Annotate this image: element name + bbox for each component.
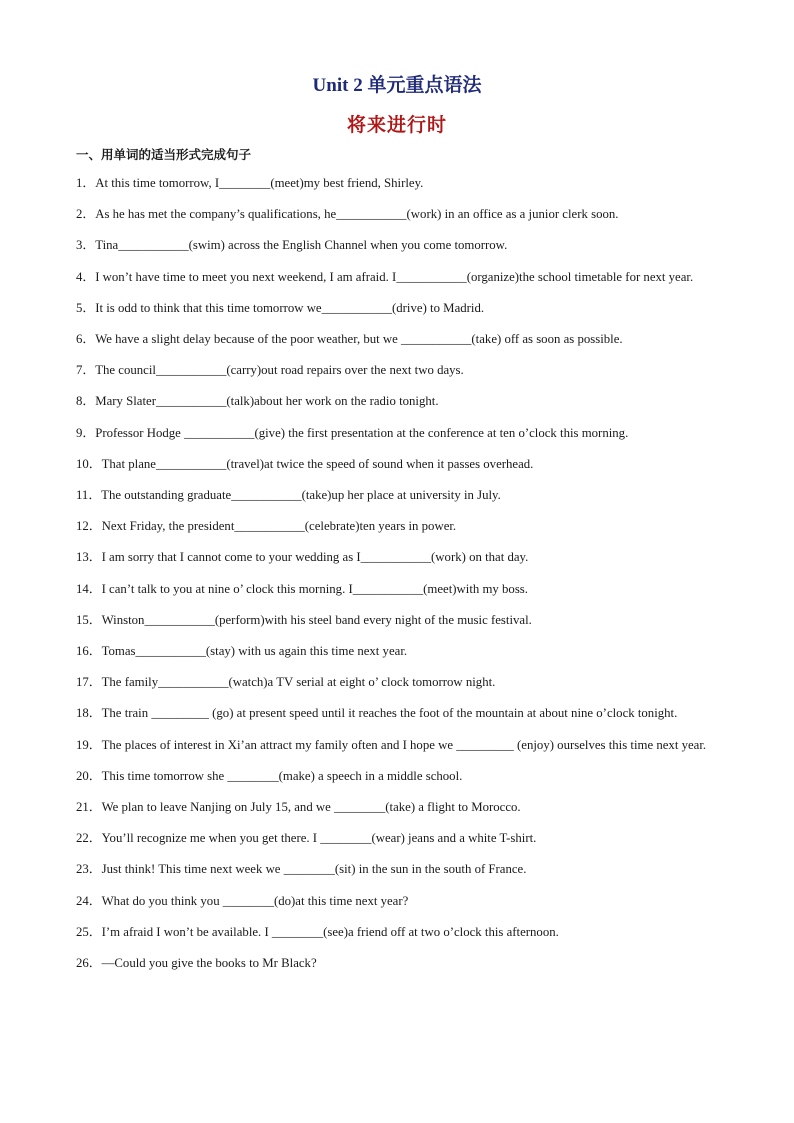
answer-blank[interactable]: ___________ — [155, 456, 227, 471]
question-item — [76, 854, 716, 885]
question-text-before: At this time tomorrow, I — [95, 176, 220, 190]
answer-blank[interactable]: ________ — [334, 800, 386, 815]
question-item — [76, 667, 716, 698]
question-text-after: (work) in an office as a junior clerk soon. — [406, 207, 619, 222]
question-number: 3． — [76, 238, 96, 253]
question-text-before: We plan to leave Nanjing on July 15, and we — [101, 800, 335, 815]
question-number: 20． — [76, 768, 102, 783]
question-number: 21． — [76, 800, 102, 815]
question-text-before: I am sorry that I cannot come to your wedding as I — [101, 550, 361, 565]
page-subtitle: 将来进行时 — [346, 114, 447, 136]
question-item — [76, 262, 716, 293]
answer-blank[interactable]: _________ — [456, 737, 514, 752]
question-text-before: It is odd to think that this time tomorrow we — [95, 300, 322, 315]
question-text-after: (wear) jeans and a white T-shirt. — [371, 831, 537, 846]
question-number: 4． — [76, 269, 96, 284]
question-number: 14． — [76, 581, 102, 596]
question-item — [76, 698, 716, 729]
question-item — [76, 449, 716, 480]
question-text-after: (talk)about her work on the radio tonight. — [226, 394, 439, 409]
answer-blank[interactable]: ___________ — [401, 332, 472, 347]
question-number: 19． — [76, 737, 102, 752]
question-item — [76, 324, 716, 355]
question-text-before: —Could you give the books to Mr Black? — [101, 956, 317, 971]
question-item — [76, 168, 716, 199]
question-text-after: (sit) in the sun in the south of France. — [334, 862, 527, 877]
question-text-before: The places of interest in Xi’an attract my family often and I hope we — [101, 737, 457, 752]
question-item — [76, 574, 716, 605]
question-text-before: The council — [95, 363, 156, 378]
question-number: 22． — [76, 831, 102, 846]
question-text-after: (make) a speech in a middle school. — [278, 768, 463, 783]
question-item — [76, 948, 716, 979]
question-text-before: The train — [101, 706, 152, 721]
question-text-after: (take)up her place at university in July. — [301, 488, 501, 503]
question-text-before: We have a slight delay because of the poor weather, but we — [95, 332, 402, 347]
question-item — [76, 636, 716, 667]
question-item — [76, 199, 716, 230]
question-item — [76, 730, 716, 761]
answer-blank[interactable]: ________ — [219, 176, 271, 190]
question-text-after: (carry)out road repairs over the next two days. — [226, 363, 464, 378]
question-number: 2． — [76, 207, 96, 222]
question-item — [76, 511, 716, 542]
question-number: 18． — [76, 706, 102, 721]
question-text-after: (work) on that day. — [431, 550, 529, 565]
question-text-before: Just think! This time next week we — [101, 862, 284, 877]
answer-blank[interactable]: ___________ — [155, 394, 227, 409]
question-number: 11． — [76, 488, 102, 503]
question-text-after: (take) a flight to Morocco. — [385, 800, 521, 815]
answer-blank[interactable]: ___________ — [352, 581, 424, 596]
question-text-after: (watch)a TV serial at eight o’ clock tomorrow night. — [228, 675, 496, 690]
answer-blank[interactable]: ________ — [227, 768, 279, 783]
answer-blank[interactable]: ___________ — [155, 363, 227, 378]
answer-blank[interactable]: ________ — [271, 924, 324, 939]
question-text-after: (travel)at twice the speed of sound when it passes overhead. — [226, 456, 534, 471]
question-text-before: I won’t have time to meet you next weekend, I am afraid. I — [95, 269, 397, 284]
question-number: 13． — [76, 550, 102, 565]
question-text-before: Tina — [95, 238, 119, 253]
question-number: 7． — [76, 363, 96, 378]
answer-blank[interactable]: ________ — [283, 862, 335, 877]
question-item — [76, 230, 716, 261]
question-text-before: This time tomorrow she — [101, 768, 228, 783]
answer-blank[interactable]: ___________ — [336, 207, 407, 222]
question-number: 16． — [76, 644, 102, 659]
question-number: 17． — [76, 675, 102, 690]
question-text-before: I’m afraid I won’t be available. I — [101, 924, 272, 939]
answer-blank[interactable]: ___________ — [396, 269, 467, 284]
answer-blank[interactable]: ___________ — [118, 238, 189, 253]
question-item — [76, 386, 716, 417]
answer-blank[interactable]: ________ — [320, 831, 372, 846]
question-number: 25． — [76, 924, 102, 939]
question-text-after: (organize)the school timetable for next year. — [466, 269, 694, 284]
question-text-after: (take) off as soon as possible. — [471, 332, 623, 347]
question-text-after: (enjoy) ourselves this time next year. — [513, 737, 707, 752]
question-number: 12． — [76, 519, 102, 534]
answer-blank[interactable]: ___________ — [184, 425, 255, 440]
question-item — [76, 917, 716, 948]
question-item — [76, 480, 716, 511]
question-item — [76, 418, 716, 449]
answer-blank[interactable]: _________ — [151, 706, 209, 721]
question-text-after: (see)a friend off at two o’clock this afternoon. — [323, 924, 559, 939]
question-number: 8． — [76, 394, 96, 409]
question-text-before: You’ll recognize me when you get there. I — [101, 831, 321, 846]
question-number: 1． — [76, 176, 96, 190]
answer-blank[interactable]: ___________ — [144, 612, 215, 627]
answer-blank[interactable]: ___________ — [231, 488, 302, 503]
page-title: Unit 2 单元重点语法 — [312, 75, 482, 96]
question-text-after: (celebrate)ten years in power. — [304, 519, 457, 534]
question-text-before: I can’t talk to you at nine o’ clock this morning. I — [101, 581, 353, 596]
question-item — [76, 605, 716, 636]
question-number: 23． — [76, 862, 102, 877]
question-number: 15． — [76, 612, 102, 627]
question-number: 10． — [76, 456, 102, 471]
question-text-before: What do you think you — [101, 893, 223, 908]
question-number: 9． — [76, 425, 96, 440]
question-text-before: Next Friday, the president — [101, 519, 235, 534]
question-text-after: (meet)with my boss. — [423, 581, 528, 596]
answer-blank[interactable]: ___________ — [135, 644, 206, 659]
question-text-after: (perform)with his steel band every night of the music festival. — [214, 612, 532, 627]
question-text-after: (do)at this time next year? — [273, 893, 409, 908]
question-number: 24． — [76, 893, 102, 908]
answer-blank[interactable]: ___________ — [321, 300, 393, 315]
answer-blank[interactable]: ___________ — [234, 519, 305, 534]
question-text-after: (meet)my best friend, Shirley. — [270, 176, 424, 190]
question-number: 5． — [76, 300, 96, 315]
question-number: 26． — [76, 956, 102, 971]
question-item — [76, 792, 716, 823]
question-item — [76, 293, 716, 324]
question-list — [76, 168, 716, 979]
question-text-before: Professor Hodge — [95, 425, 185, 440]
question-text-after: (give) the first presentation at the conference at ten o’clock this morning. — [254, 425, 629, 440]
question-text-before: The outstanding graduate — [101, 488, 232, 503]
question-text-before: Winston — [101, 612, 145, 627]
question-text-after: (drive) to Madrid. — [392, 300, 485, 315]
question-text-after: (swim) across the English Channel when you come tomorrow. — [188, 238, 508, 253]
question-item — [76, 355, 716, 386]
question-item — [76, 542, 716, 573]
question-text-after: (stay) with us again this time next year. — [205, 644, 408, 659]
question-item — [76, 823, 716, 854]
question-item — [76, 761, 716, 792]
question-item — [76, 886, 716, 917]
question-number: 6． — [76, 332, 96, 347]
question-text-before: That plane — [101, 456, 156, 471]
answer-blank[interactable]: ___________ — [360, 550, 432, 565]
answer-blank[interactable]: ________ — [222, 893, 274, 908]
question-text-before: Mary Slater — [95, 394, 156, 409]
question-text-before: As he has met the company’s qualifications, he — [95, 207, 337, 222]
section-heading: 一、用单词的适当形式完成句子 — [76, 147, 252, 162]
question-text-before: The family — [101, 675, 159, 690]
question-text-before: Tomas — [101, 644, 136, 659]
answer-blank[interactable]: ___________ — [158, 675, 229, 690]
question-text-after: (go) at present speed until it reaches the foot of the mountain at about nine o’clock tonight. — [208, 706, 678, 721]
